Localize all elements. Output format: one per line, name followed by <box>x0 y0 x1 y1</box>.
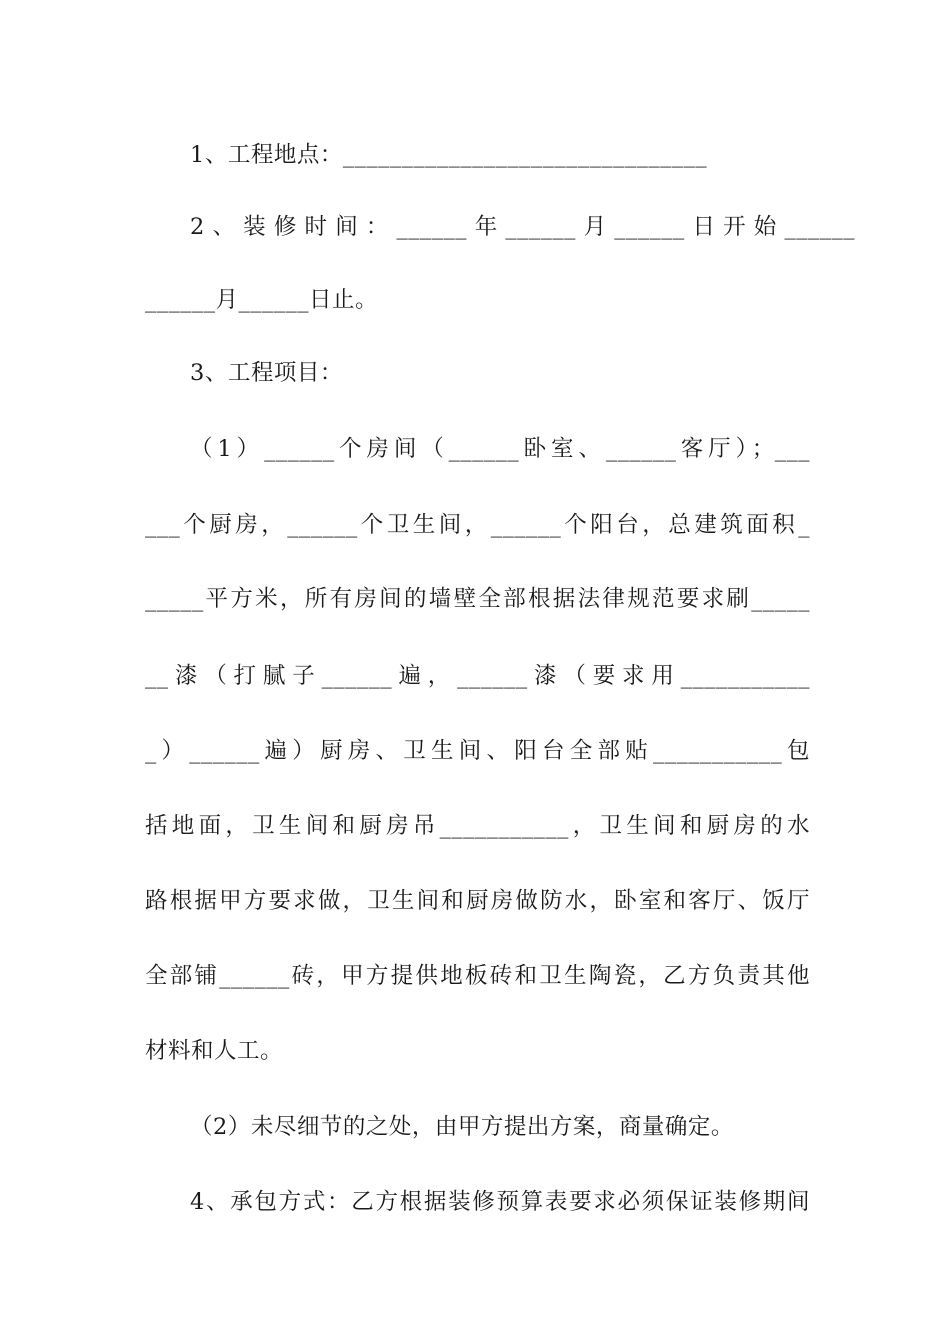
clause-3-1-line-7: 路根据甲方要求做，卫生间和厨房做防水，卧室和客厅、饭厅 <box>145 888 810 914</box>
clause-3-1-line-3: _____平方米，所有房间的墙壁全部根据法律规范要求刷_____ <box>145 586 810 612</box>
clause-3-1-line-1: （1）______个房间（______卧室、______客厅）；___ <box>190 436 810 462</box>
clause-3-1-line-4: __漆（打腻子______遍，______漆（要求用___________ <box>145 663 810 689</box>
clause-2-time: 2、装修时间：______年______月______日开始______ <box>190 214 855 240</box>
clause-3-1-line-6: 括地面，卫生间和厨房吊___________，卫生间和厨房的水 <box>145 813 810 839</box>
clause-3-1-line-8: 全部铺______砖，甲方提供地板砖和卫生陶瓷，乙方负责其他 <box>145 963 810 989</box>
clause-2-time-cont: ______月______日止。 <box>145 287 379 313</box>
clause-4-contract-mode: 4、承包方式：乙方根据装修预算表要求必须保证装修期间 <box>190 1189 810 1215</box>
clause-3-1-line-9: 材料和人工。 <box>145 1038 284 1064</box>
clause-3-1-line-5: _）______遍）厨房、卫生间、阳台全部贴___________包 <box>145 738 810 764</box>
clause-3-1-line-2: ___个厨房，______个卫生间，______个阳台，总建筑面积_ <box>145 512 810 538</box>
clause-3-2: （2）未尽细节的之处，由甲方提出方案，商量确定。 <box>190 1114 734 1140</box>
clause-1-location: 1、工程地点：_______________________________ <box>190 142 708 168</box>
clause-3-heading: 3、工程项目： <box>190 360 343 386</box>
